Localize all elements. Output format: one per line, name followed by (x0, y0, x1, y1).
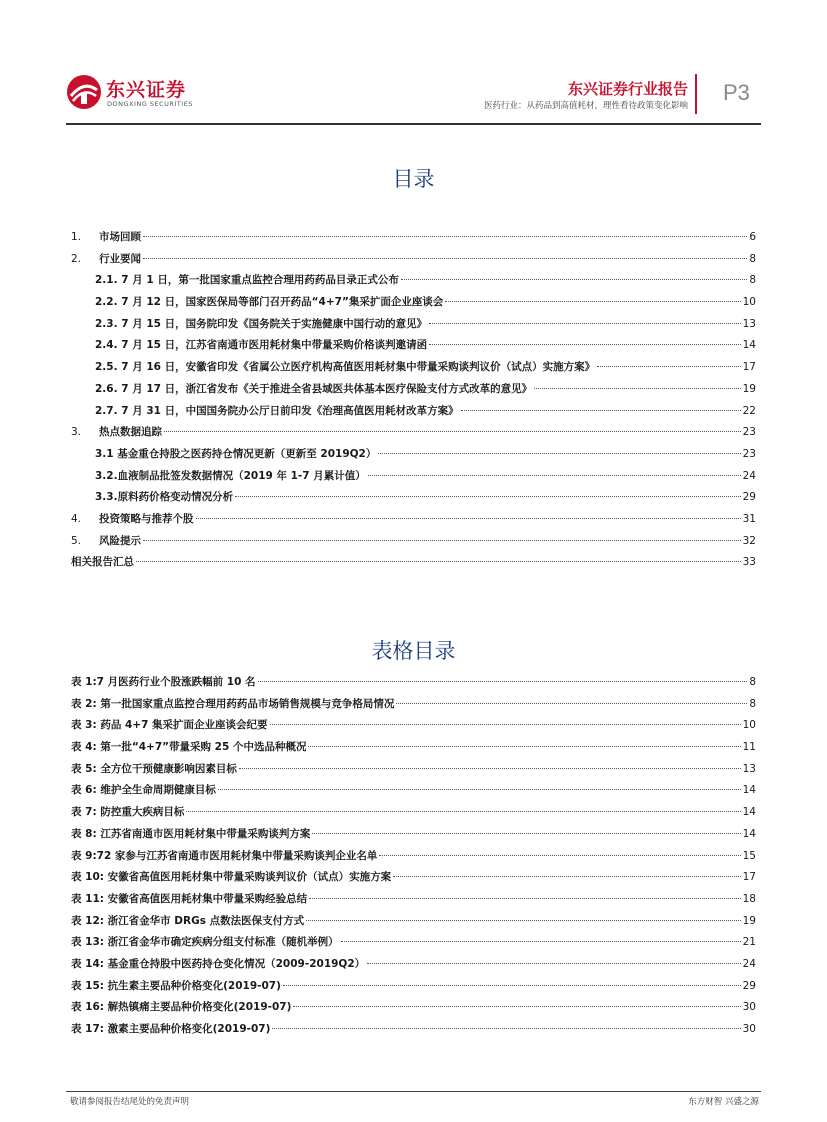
toc-entry-page: 10 (742, 719, 756, 732)
toc-entry-page: 19 (742, 382, 756, 395)
toc-leader-dots (341, 927, 741, 942)
toc-entry-text: 表 5: 全方位干预健康影响因素目标 (71, 762, 237, 775)
report-subtitle: 医药行业：从药品到高值耗材，理性看待政策变化影响 (483, 101, 688, 111)
toc-leader-dots (396, 689, 747, 704)
toc-entry-text: 2.1. 7 月 1 日，第一批国家重点监控合理用药药品目录正式公布 (95, 274, 399, 287)
toc-entry-text: 表 17: 激素主要品种价格变化(2019-07) (71, 1023, 271, 1035)
toc-entry-page: 11 (742, 741, 756, 754)
toc-entry-text: 表 1:7 月医药行业个股涨跌幅前 10 名 (71, 676, 256, 688)
logo-mark-icon (66, 74, 102, 110)
toc-entry-page: 10 (742, 296, 756, 309)
tables-toc-title: 表格目录 (371, 639, 456, 663)
toc-entry-number: 1. (71, 231, 82, 243)
toc-leader-dots (218, 775, 741, 790)
toc-entry-text: 表 8: 江苏省南通市医用耗材集中带量采购谈判方案 (71, 827, 311, 840)
toc-entry-page: 14 (742, 806, 756, 819)
toc-leader-dots (378, 439, 740, 454)
toc-leader-dots (429, 309, 740, 324)
toc-leader-dots (368, 461, 741, 476)
header-divider (695, 74, 697, 114)
toc-entry-page: 15 (742, 849, 756, 862)
toc-entry-text: 表 14: 基金重仓持股中医药持仓变化情况（2009-2019Q2） (71, 957, 366, 970)
toc-entry-page: 24 (742, 957, 756, 970)
toc-entry-text: 3.3.原料药价格变动情况分析 (95, 491, 234, 504)
page-header (0, 0, 827, 125)
toc-entry-page: 19 (742, 914, 756, 927)
toc-entry-number: 2. (71, 252, 82, 265)
toc-entry[interactable] (71, 550, 756, 572)
toc-entry-text: 2.7. 7 月 31 日，中国国务院办公厅日前印发《治理高值医用耗材改革方案》 (95, 404, 459, 417)
toc-leader-dots (143, 526, 741, 541)
toc-entry-number: 5. (71, 534, 82, 547)
toc-entry-text: 2.6. 7 月 17 日，浙江省发布《关于推进全省县域医共体基本医疗保险支付方式改革的意见》 (95, 382, 533, 395)
toc-entry-text: 表 2: 第一批国家重点监控合理用药药品市场销售规模与竞争格局情况 (71, 697, 395, 710)
tables-toc-entry[interactable] (71, 1017, 756, 1039)
toc-leader-dots (379, 841, 740, 856)
toc-leader-dots (143, 222, 747, 237)
toc-leader-dots (235, 482, 741, 497)
toc-leader-dots (283, 971, 741, 986)
toc-entry-text: 热点数据追踪 (99, 426, 162, 439)
toc-entry-page: 32 (742, 534, 756, 547)
toc-entry-page: 21 (742, 936, 756, 949)
toc-entry-text: 风险提示 (99, 534, 141, 547)
toc-entry-page: 30 (742, 1001, 756, 1014)
toc-entry-page: 30 (742, 1023, 756, 1035)
header-rule (66, 123, 761, 125)
toc-entry-page: 33 (742, 556, 756, 569)
toc-entry-page: 31 (742, 512, 756, 525)
toc-entry-text: 相关报告汇总 (71, 556, 134, 569)
toc-leader-dots (461, 396, 741, 411)
toc-entry-page: 23 (742, 447, 756, 460)
toc-entry-page: 29 (742, 979, 756, 992)
toc-entry-text: 投资策略与推荐个股 (99, 512, 194, 525)
toc-entry-text: 表 6: 维护全生命周期健康目标 (71, 784, 216, 797)
toc-entry-page: 8 (749, 274, 756, 287)
toc-entry-page: 6 (749, 231, 756, 243)
report-type: 东兴证券行业报告 (567, 80, 688, 98)
footer-disclaimer: 敬请参阅报告结尾处的免责声明 (70, 1097, 190, 1107)
toc-leader-dots (312, 819, 740, 834)
toc-leader-dots (306, 906, 741, 921)
toc-entry-page: 14 (742, 827, 756, 840)
toc-entry-page: 17 (742, 361, 756, 374)
toc-entry-text: 行业要闻 (99, 252, 141, 265)
toc-entry-page: 17 (742, 871, 756, 884)
toc-leader-dots (393, 862, 741, 877)
toc-entry-page: 23 (742, 426, 756, 439)
toc-entry-text: 表 9:72 家参与江苏省南通市医用耗材集中带量采购谈判企业名单 (71, 849, 378, 862)
toc-leader-dots (429, 330, 740, 345)
tables-toc-list (71, 670, 756, 1039)
toc-entry-text: 表 15: 抗生素主要品种价格变化(2019-07) (71, 979, 281, 992)
toc-entry-page: 13 (742, 762, 756, 775)
toc-leader-dots (143, 244, 747, 259)
toc-entry-text: 2.4. 7 月 15 日，江苏省南通市医用耗材集中带量采购价格谈判邀请函 (95, 339, 428, 352)
toc-entry-text: 3.1 基金重仓持股之医药持仓情况更新（更新至 2019Q2） (95, 447, 377, 460)
toc-entry-page: 18 (742, 892, 756, 905)
toc-entry-text: 市场回顾 (99, 231, 141, 243)
toc-entry-text: 表 4: 第一批“4+7”带量采购 25 个中选品种概况 (71, 741, 307, 754)
toc-entry-text: 表 7: 防控重大疾病目标 (71, 806, 185, 819)
toc-entry-text: 表 13: 浙江省金华市确定疾病分组支付标准（随机举例） (71, 936, 339, 949)
toc-leader-dots (270, 710, 741, 725)
toc-entry-text: 3.2.血液制品批签发数据情况（2019 年 1-7 月累计值） (95, 469, 366, 482)
toc-leader-dots (293, 992, 740, 1007)
toc-leader-dots (164, 417, 741, 432)
logo-english-text: DONGXING SECURITIES (107, 100, 193, 108)
toc-entry-text: 表 12: 浙江省金华市 DRGs 点数法医保支付方式 (71, 914, 305, 927)
footer-slogan: 东方财智 兴盛之源 (688, 1097, 759, 1107)
toc-leader-dots (309, 884, 741, 899)
toc-leader-dots (196, 504, 741, 519)
toc-leader-dots (186, 797, 740, 812)
toc-leader-dots (534, 374, 740, 389)
logo-chinese-text: 东兴证券 (106, 79, 187, 101)
toc-entry-page: 13 (742, 317, 756, 330)
toc-leader-dots (239, 754, 741, 769)
toc-entry-number: 4. (71, 512, 82, 525)
toc-entry-page: 8 (749, 697, 756, 710)
toc-entry-page: 22 (742, 404, 756, 417)
toc-entry-text: 2.2. 7 月 12 日，国家医保局等部门召开药品“4+7”集采扩面企业座谈会 (95, 296, 444, 309)
company-logo (66, 74, 206, 114)
toc-entry-page: 8 (749, 676, 756, 688)
toc-entry-number: 3. (71, 426, 82, 439)
toc-entry-page: 14 (742, 339, 756, 352)
toc-entry-text: 表 11: 安徽省高值医用耗材集中带量采购经验总结 (71, 892, 308, 905)
toc-leader-dots (367, 949, 740, 964)
toc-entry-text: 表 3: 药品 4+7 集采扩面企业座谈会纪要 (71, 719, 268, 732)
toc-leader-dots (258, 667, 748, 682)
toc-entry-page: 8 (749, 252, 756, 265)
toc-entry-page: 24 (742, 469, 756, 482)
page-number: P3 (723, 80, 750, 105)
toc-entry-text: 表 16: 解热镇痛主要品种价格变化(2019-07) (71, 1001, 292, 1014)
toc-list (71, 225, 756, 572)
toc-leader-dots (445, 287, 740, 302)
footer-rule (66, 1091, 761, 1092)
toc-leader-dots (401, 265, 747, 280)
toc-entry-text: 2.5. 7 月 16 日，安徽省印发《省属公立医疗机构高值医用耗材集中带量采购谈判议价（试点）实施方案》 (95, 361, 596, 374)
toc-leader-dots (597, 352, 740, 367)
toc-leader-dots (136, 547, 741, 562)
toc-entry-page: 14 (742, 784, 756, 797)
toc-entry-text: 2.3. 7 月 15 日，国务院印发《国务院关于实施健康中国行动的意见》 (95, 317, 428, 330)
toc-entry-page: 29 (742, 491, 756, 504)
toc-entry-text: 表 10: 安徽省高值医用耗材集中带量采购谈判议价（试点）实施方案 (71, 871, 392, 884)
toc-title: 目录 (392, 167, 435, 191)
toc-leader-dots (272, 1014, 740, 1029)
toc-leader-dots (308, 732, 740, 747)
